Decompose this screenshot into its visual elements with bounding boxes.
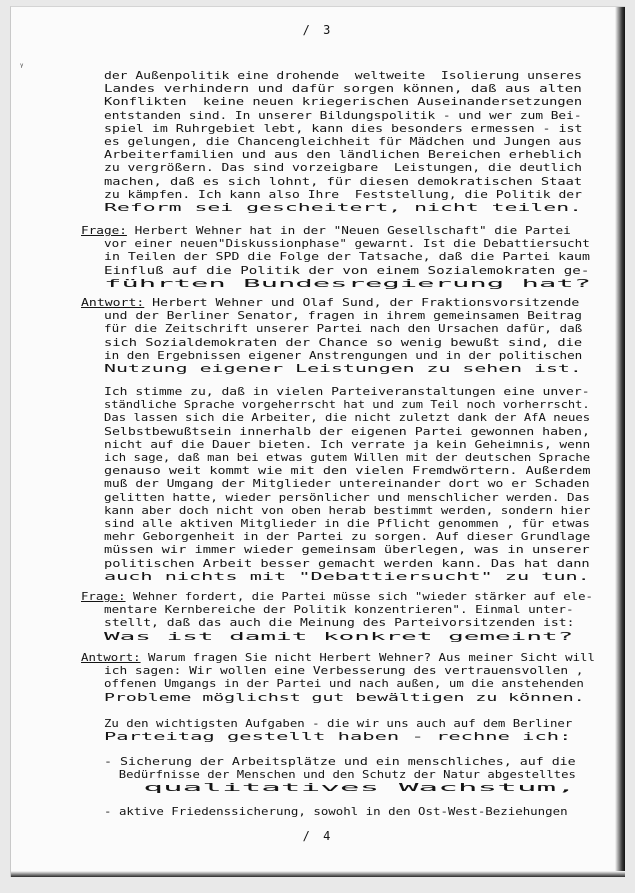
text-line: vor einer neuen"Diskussionphase" gewarnt. Ist die Debattiersucht: [104, 237, 590, 251]
text-line: spiel im Ruhrgebiet lebt, kann dies besonders ermessen - ist: [104, 121, 583, 135]
text-line: mentare Kernbereiche der Politik konzentrieren". Einmal unter-: [104, 603, 574, 617]
text-line: Landes verhindern und dafür sorgen können, daß aus alten: [104, 82, 582, 96]
text-line: ich sagen: Wir wollen eine Verbesserung des vertrauensvollen ,: [104, 664, 584, 678]
scan-edge-shadow: [615, 7, 625, 877]
text-line: in Teilen der SPD die Folge der Tatsache, daß die Partei kaum: [104, 250, 590, 264]
text-line: Was ist damit konkret gemeint?: [104, 629, 574, 643]
text-line: - Sicherung der Arbeitsplätze und ein menschliches, auf die: [104, 755, 576, 768]
speaker-label: Frage:: [81, 590, 126, 603]
text-line: ständliche Sprache vorgeherrscht hat und zum Teil noch vorherrscht.: [104, 398, 590, 412]
text-line: mehr Geborgenheit in der Partei zu sorgen. Auf dieser Grundlage: [104, 530, 591, 544]
text-line: [81, 651, 595, 664]
text-line: kann aber doch nicht von oben herab bestimmt werden, sondern hier: [104, 503, 591, 517]
scan-speck: ᵞ: [19, 62, 25, 72]
text-line: Konflikten keine neuen kriegerischen Auseinandersetzungen: [104, 95, 583, 109]
text-line: auch nichts mit "Debattiersucht" zu tun.: [104, 569, 590, 583]
text-line: muß der Umgang der Mitglieder untereinander dort wo er Schaden: [104, 477, 590, 491]
text-line: Probleme möglichst gut bewältigen zu können.: [104, 690, 585, 704]
text-line: sich Sozialdemokraten der Chance so wenig bewußt sind, die: [104, 335, 583, 349]
text-line: und der Berliner Senator, fragen in ihrem gemeinsamen Beitrag: [104, 309, 582, 323]
text-line: Bedürfnisse der Menschen und den Schutz der Natur abgestelltes: [104, 768, 576, 782]
text-line: Parteitag gestellt haben - rechne ich:: [104, 730, 572, 744]
text-run: Wehner fordert, die Partei müsse sich "wieder stärker auf ele-: [125, 590, 593, 603]
text-line: sind alle aktiven Mitglieder in die Pflicht genommen , für etwas: [104, 517, 590, 530]
text-line: in den Ergebnissen eigener Anstrengungen und in der politischen: [104, 348, 583, 362]
text-line: [81, 590, 593, 603]
text-line: es gelungen, die Chancengleichheit für Mädchen und Jungen aus: [104, 135, 582, 148]
text-line: müssen wir immer wieder gemeinsam überlegen, was in unserer: [104, 543, 590, 557]
next-page-marker: / 4: [302, 829, 334, 843]
text-line: [81, 296, 579, 309]
text-line: Zu den wichtigsten Aufgaben - die wir uns auch auf dem Berliner: [104, 717, 573, 730]
text-line: - aktive Friedenssicherung, sowohl in den Ost-West-Beziehungen: [104, 805, 568, 818]
text-line: machen, daß es sich lohnt, für diesen demokratischen Staat: [104, 174, 583, 188]
text-line: Ich stimme zu, daß in vielen Parteiveranstaltungen eine unver-: [104, 385, 590, 398]
speaker-label: Antwort:: [81, 651, 141, 664]
text-line: ich sage, daß man bei etwas gutem Willen mit der deutschen Sprache: [104, 451, 591, 464]
speaker-label: Antwort:: [81, 296, 145, 309]
text-line: für die Zeitschrift unserer Partei nach den Ursachen dafür, daß: [104, 322, 583, 336]
text-line: Reform sei gescheitert, nicht teilen.: [104, 201, 583, 214]
text-line: der Außenpolitik eine drohende weltweite Isolierung unseres: [104, 69, 582, 82]
page-number: / 3: [302, 23, 334, 37]
text-line: Einfluß auf die Politik der von einem Sozialemokraten ge-: [104, 263, 590, 277]
text-line: zu vergrößern. Das sind vorzeigbare Leistungen, die deutlich: [104, 161, 582, 175]
scan-edge-shadow-bottom: [11, 871, 625, 877]
text-line: Nutzung eigener Leistungen zu sehen ist.: [104, 362, 582, 375]
text-line: politischen Arbeit besser gemacht werden kann. Das hat dann: [104, 556, 590, 570]
text-line: qualitatives Wachstum,: [104, 781, 576, 795]
text-run: Warum fragen Sie nicht Herbert Wehner? Aus meiner Sicht will: [140, 651, 595, 664]
text-line: zu kämpfen. Ich kann also Ihre Feststellung, die Politik der: [104, 187, 582, 201]
text-line: entstanden sind. In unserer Bildungspolitik - und wer zum Bei-: [104, 108, 582, 122]
text-line: offenen Umgangs in der Partei und nach außen, um die anstehenden: [104, 677, 584, 691]
text-line: Arbeiterfamilien und aus den ländlichen Bereichen erheblich: [104, 148, 582, 162]
text-line: nicht auf die Dauer bieten. Ich verrate ja kein Geheimnis, wenn: [104, 437, 591, 451]
text-line: [81, 224, 571, 237]
document-page: [10, 6, 625, 877]
text-line: gelitten hatte, wieder persönlicher und menschlicher werden. Das: [104, 490, 590, 504]
text-line: stellt, daß das auch die Meinung des Parteivorsitzenden ist:: [104, 616, 575, 630]
text-line: Selbstbewußtsein innerhalb der eigenen Partei gewonnen haben,: [104, 424, 590, 438]
text-line: führten Bundesregierung hat?: [104, 276, 592, 290]
text-line: genauso weit kommt wie mit den vielen Fremdwörtern. Außerdem: [104, 464, 591, 478]
text-run: Herbert Wehner und Olaf Sund, der Fraktionsvorsitzende: [144, 296, 580, 309]
speaker-label: Frage:: [81, 224, 127, 237]
text-run: Herbert Wehner hat in der "Neuen Gesellschaft" die Partei: [126, 224, 571, 237]
text-line: Das lassen sich die Arbeiter, die nicht zuletzt dank der AfA neues: [104, 411, 591, 425]
